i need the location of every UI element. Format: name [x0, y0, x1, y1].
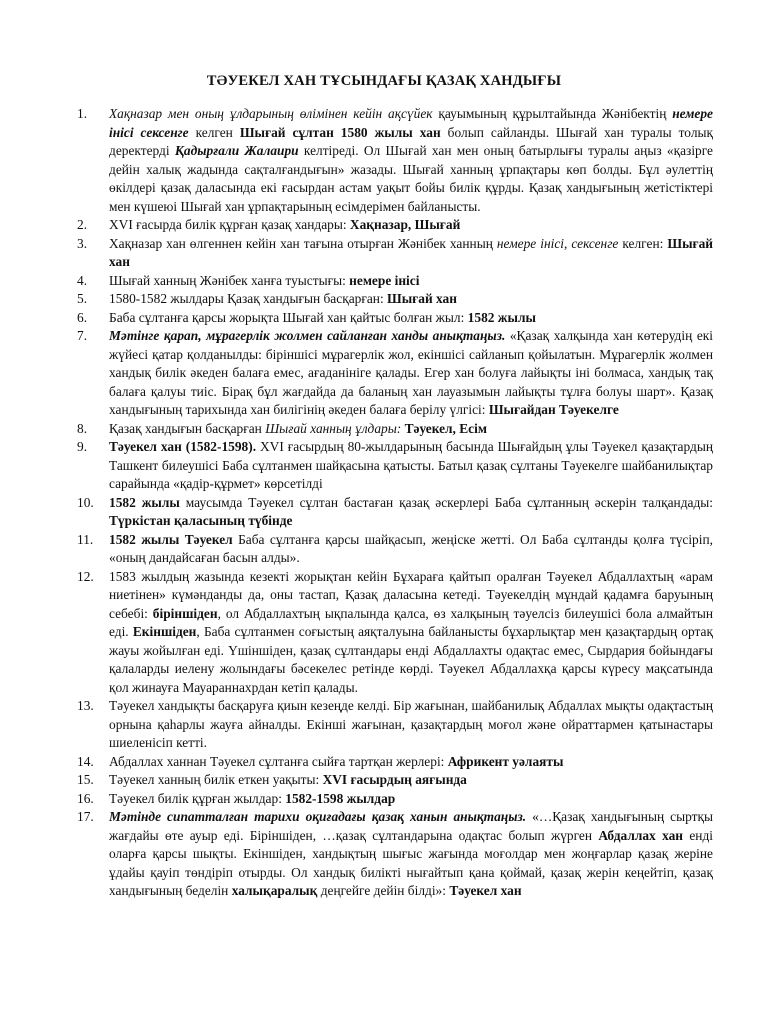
list-item-number: 14.	[77, 753, 94, 769]
text-run: Тәуекел ханның билік еткен уақыты:	[109, 772, 323, 787]
list-item-text	[109, 273, 419, 288]
text-run: қауымының құрылтайында Жәнібектің	[432, 106, 673, 121]
list-item-number: 8.	[77, 420, 88, 436]
list-item-number: 5.	[77, 291, 88, 306]
bold-text: Түркістан қаласының түбінде	[109, 513, 293, 528]
list-item-number: 11.	[77, 531, 94, 547]
list-item	[77, 568, 714, 698]
bold-text: XVI ғасырдың аяғында	[322, 772, 467, 787]
list-item-number: 12.	[77, 568, 94, 584]
text-run: XVI ғасырдың 80-жылдарының басында Шығайдың ұлы Тәуекел қазақтардың Ташкент билеушісі Баба сұлтанмен шайқасына қатысты. Батыл қазақ сұлтаны Тәуекелге шайбанилықтар сарайында «қадір-құрмет» көрсетілді	[109, 439, 713, 491]
bold-italic-text-inner: Қадырғали Жалаири	[174, 143, 299, 158]
list-item	[77, 327, 713, 420]
list-item	[77, 808, 713, 901]
bold-text: Тәуекел, Есім	[404, 420, 487, 436]
bold-text: Екіншіден	[132, 624, 197, 639]
text-run: «…Қазақ хандығының сыртқы жағдайы өте ауыр еді. Біріншіден, …қазақ сұлтандарына одақтас болып жүрген	[109, 809, 713, 843]
numbered-list	[77, 105, 714, 901]
bold-text: Шығай хан	[387, 291, 457, 306]
text-run: келген	[188, 124, 240, 140]
list-item	[77, 272, 713, 291]
text-run: Қазақ хандығын басқарған	[109, 420, 266, 436]
list-item-number: 17.	[77, 809, 94, 824]
list-item-text	[109, 569, 713, 695]
list-item-text	[109, 698, 713, 750]
list-item-number: 16.	[77, 790, 94, 806]
bold-text: Африкент уәлаяты	[447, 753, 564, 769]
text-run: Баба сұлтанға қарсы жорықта Шығай хан қайтыс болған жыл:	[109, 309, 468, 325]
list-item-text	[109, 754, 563, 769]
bold-text: 1582-1598 жылдар	[285, 790, 396, 806]
text-run: Абдаллах ханнан Тәуекел сұлтанға сыйға тартқан жерлері:	[109, 753, 448, 769]
text-run: 1580-1582 жылдары Қазақ хандығын басқарған:	[109, 291, 388, 306]
list-item-number: 6.	[77, 309, 88, 325]
bold-italic-text-inner: немере інісі сексенге	[109, 106, 713, 140]
text-run: Тәуекел билік құрған жылдар:	[109, 790, 286, 806]
bold-text: Абдаллах хан	[598, 827, 683, 843]
list-item	[77, 531, 713, 568]
text-run: келтіреді. Ол Шығай хан мен оның батырлығы туралы аңыз «қазірге дейін халық жадында сақталғандығын» жазады. Шығай ханның ұрпақтары көп болды. Бұл әулеттің өкілдері қазақ даласында екі ғасырдан астам уақыт бойы билік құрды. Қазақ хандығының жетістіктері мен күшеюі Шығай хан ұрпақтарының есімдерімен байланысты.	[109, 143, 713, 214]
italic-text: Хақназар мен оның ұлдарының өлімінен кейін ақсүйек	[109, 106, 433, 121]
list-item-number: 13.	[77, 698, 94, 713]
bold-text: Тәуекел хан	[449, 883, 522, 898]
list-item	[77, 438, 713, 494]
list-item-number: 2.	[77, 217, 88, 232]
text-run: XVI ғасырда билік құрған қазақ хандары:	[109, 217, 350, 232]
italic-text: немере інісі, сексенге	[496, 235, 619, 251]
list-item	[77, 753, 713, 772]
list-item-number: 4.	[77, 272, 88, 288]
list-item	[77, 697, 713, 753]
list-item-text	[109, 809, 713, 898]
bold-text: Тәуекел хан (1582-1598).	[109, 439, 257, 454]
list-item	[77, 105, 714, 216]
bold-text: 1582 жылы Тәуекел	[109, 531, 233, 547]
list-item-text	[109, 532, 713, 566]
text-run: болып сайланды. Шығай хан туралы толық деректерді	[109, 124, 714, 158]
text-run: маусымда Тәуекел сұлтан бастаған қазақ әскерлері Баба сұлтанның әскерін талқандады:	[179, 494, 713, 510]
list-item	[77, 420, 713, 439]
list-item-text	[109, 106, 713, 214]
text-run: Хақназар хан өлгеннен кейін хан тағына отырған Жәнібек ханның	[109, 235, 497, 251]
list-item	[77, 309, 713, 328]
list-item-text	[109, 791, 395, 806]
bold-text: Шығай сұлтан 1580 жылы хан	[239, 124, 441, 140]
list-item-number: 9.	[77, 439, 88, 454]
list-item-text	[109, 439, 713, 491]
list-item-text	[109, 328, 713, 417]
list-item-text	[109, 236, 713, 270]
bold-italic-text-inner: Мәтінде сипатталған тарихи оқиғадағы қазақ ханын анықтаңыз.	[109, 809, 527, 824]
list-item-number: 7.	[77, 328, 88, 343]
bold-italic-text	[175, 143, 299, 158]
list-item-number: 15.	[77, 772, 94, 787]
list-item-number: 10.	[77, 494, 94, 510]
list-item	[77, 235, 714, 272]
bold-italic-text	[109, 328, 505, 343]
bold-text: немере інісі	[349, 272, 420, 288]
list-item	[77, 771, 713, 790]
text-run: «Қазақ халқында хан көтерудің екі жүйесі қатар қолданылды: біріншісі мұрагерлік жол, екіншісі сайланып қойылатын. Мұрагерлік жолмен хандық билік әкеден балаға емес, ағаданініге қалады. Егер хан болуға лайықты іні болмаса, хандық тақ балаға қалуы тиіс. Бірақ бұл жағдайда да баланың хан лауазымын лайықты тұлға болуы шарт». Қазақ хандығының тарихында хан билігінің әкеден балаға берілу үлгісі:	[109, 328, 713, 417]
italic-text: Шығай ханның ұлдары:	[265, 420, 402, 436]
list-item-text	[109, 310, 536, 325]
bold-italic-text	[109, 809, 526, 824]
list-item-text	[109, 291, 457, 306]
text-run: , Баба сұлтанмен соғыстың аяқталуына байланысты бұхарлықтар мен қазақтардың ортақ жауы жойылған еді. Үшіншіден, қазақ сұлтандары енді Абдаллахты одақтас емес, Сырдария бойындағы қалаларды иелену жолындағы бәсекелес ретінде көрді. Тәуекел Абдаллахқа қарсы күресу мақсатында қол жинауға Мауараннахрдан кетіп қалады.	[109, 624, 713, 695]
text-run: деңгейге дейін білді»:	[317, 883, 450, 898]
bold-text: біріншіден	[152, 605, 218, 621]
text-run: енді оларға қарсы шықты. Екіншіден, хандықтың шығыс жағында моғолдар мен жоңғарлар қазақ жеріне ұдайы қауіп төндіріп отырды. Ол хандық билікті нығайтып қана қоймай, қазақ жерін кеңейтіп, қазақ хандығының беделін	[109, 827, 713, 898]
page-title: ТӘУЕКЕЛ ХАН ТҰСЫНДАҒЫ ҚАЗАҚ ХАНДЫҒЫ	[206, 73, 562, 89]
list-item-text	[109, 421, 487, 436]
list-item	[77, 790, 713, 809]
text-run: 1583 жылдың жазында кезекті жорықтан кейін Бұхараға қайтып оралған Тәуекел Абдаллахтың «арам ниетінен» күмәнданды да, оны тастап, Қазақ даласына кетеді. Тәуекелдің мұндай қадамға баруының себебі:	[109, 568, 713, 621]
bold-italic-text-inner: Мәтінге қарап, мұрагерлік жолмен сайланған ханды анықтаңыз.	[109, 328, 506, 343]
text-run: келген:	[618, 235, 668, 251]
bold-text: Шығайдан Тәуекелге	[488, 402, 619, 417]
bold-text: Шығай хан	[109, 235, 714, 269]
bold-text: 1582 жылы	[467, 309, 536, 325]
list-item	[77, 494, 713, 531]
text-run: Баба сұлтанға қарсы шайқасып, жеңіске жетті. Ол Баба сұлтанды қолға түсіріп, «оның дандайсаған басын алды».	[109, 531, 713, 565]
list-item-text	[109, 772, 467, 787]
list-item-text	[109, 217, 460, 232]
list-item-number: 3.	[77, 235, 88, 251]
list-item-text	[109, 495, 713, 529]
bold-text: Хақназар, Шығай	[349, 217, 461, 232]
bold-text: 1582 жылы	[109, 494, 180, 510]
list-item	[77, 290, 713, 309]
text-run: , ол Абдаллахтың ықпалында қалса, өз халқының тәуелсіз билеушісі бола алмайтын еді.	[109, 605, 714, 639]
text-run: Шығай ханның Жәнібек ханға туыстығы:	[109, 272, 350, 288]
list-item	[77, 216, 713, 235]
bold-text: халықаралық	[231, 883, 318, 898]
list-item-number: 1.	[77, 106, 88, 121]
text-run: Тәуекел хандықты басқаруға қиын кезеңде келді. Бір жағынан, шайбанилық Абдаллах мықты одақтастың орнына қаһарлы жауға айналды. Екінші жағынан, қазақтардың моғол және ойраттармен қатынастары шиеленісіп кетті.	[109, 698, 713, 750]
